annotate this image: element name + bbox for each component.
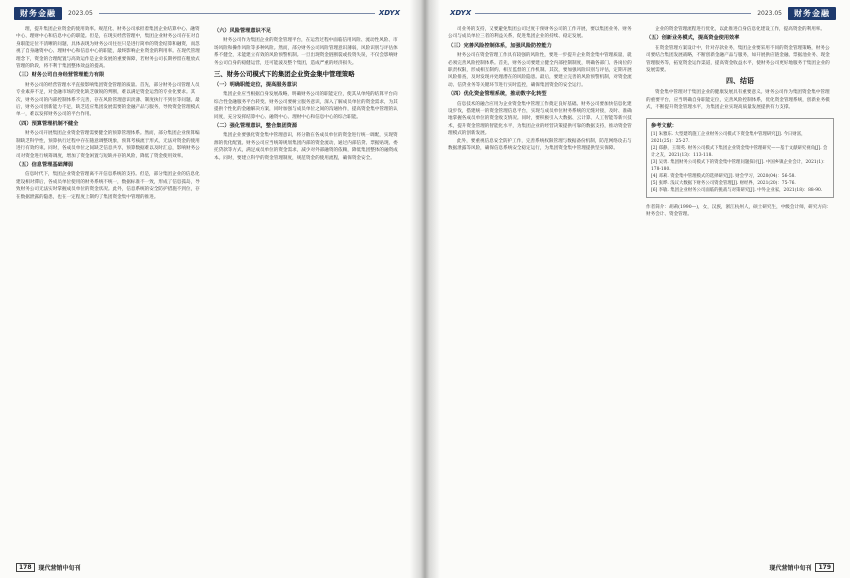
paragraph: 集团企业要强化资金集中管理意识，将分散在各成员单位的资金进行统一调配，实现资源的优化配置。财务公司应当统筹规划集团内部的资金流动，通过内部信贷、票据贴现、委托贷款等方式，满足成员单位的资金需求，减少对外部融资的依赖，降低集团整体的融资成本。同时，要建立科学的资金管理制度，规范资金的使用流程，确保资金安全。 [214, 133, 398, 161]
reference-item: [6] 李敏. 集团企业财务公司面临的挑战与对策研究[J]. 中外企业家，2021(18)：88-90. [651, 187, 823, 193]
reference-item: [1] 朱雅东. 大型建筑施工企业财务公司模式下资金集中管理研究[J]. 今日财富，2021(25)：25-27. [651, 131, 806, 144]
paragraph: 财务公司开展集团企业资金管理需要健全的预算管理体系。然而，部分集团企业预算编制缺乏科学性，预算执行过程中存在随意调整现象，预算考核流于形式，无法对资金的使用进行有效约束。同时，各成员单位之间缺乏信息共享，预算数据难以及时汇总，影响财务公司对资金进行统筹调度，增加了资金闲置与短缺并存的风险，降低了资金使用效率。 [16, 131, 200, 159]
paragraph: 信息时代下，集团企业资金管理离不开信息系统的支持。但是，部分集团企业的信息化建设相对滞后，各成员单位使用的财务系统不统一，数据标准不一致，形成了信息孤岛，导致财务公司无法实时掌握成员单位的资金状况。此外，信息系统的安全防护措施不到位，存在数据泄露的隐患，也在一定程度上制约了集团资金集中管理的推进。 [16, 172, 200, 200]
references-list [651, 131, 829, 194]
left-page-footer [16, 563, 81, 572]
subsection-heading: （五）创新业务模式，提高资金使用效率 [646, 35, 740, 42]
section-heading: 四、结语 [726, 77, 754, 86]
right-page-body [448, 26, 834, 556]
paragraph: 此外，要重视信息安全防护工作，完善系统权限管理与数据备份机制，防范网络攻击与数据泄露等风险，确保信息系统安全稳定运行，为集团资金集中管理提供坚实保障。 [448, 138, 632, 152]
reference-item: [2] 郑静，王瑞英. 财务公司模式下集团企业资金集中管理研究——基于文献研究视角[J]. 会计之友，2021(13)：113-118. [651, 145, 828, 158]
paragraph: 企业的资金管理流程进行优化，以此推进自身信息化建设工作，提高资金的利用率。 [655, 27, 825, 32]
reference-item: [5] 张晔. 浅议大数据下财务公司资金管理[J]. 财经界，2021(20)：75-76. [651, 180, 796, 186]
subsection-heading: （五）信息管理基础薄弱 [16, 161, 74, 168]
reference-item: [3] 吴勇. 集团财务公司模式下的资金集中管理问题探讨[J]. 中国乡镇企业会计，2021(1)：178-180. [651, 159, 828, 172]
page-number: 179 [815, 563, 834, 572]
left-column-2 [214, 26, 402, 556]
subsection-heading: （四）优化资金管理系统，推动数字化转型 [448, 91, 547, 98]
reference-item: [4] 邓莉. 资金集中管理模式的选择研究[J]. 财会学习，2020(04)：56-58. [651, 173, 796, 179]
header-rule [475, 13, 751, 14]
section-heading: 三、财务公司模式下的集团企业资金集中管理策略 [214, 70, 355, 79]
section-tag: 财务金融 [788, 7, 836, 20]
brand-label: XDYX [450, 9, 472, 17]
right-column-2 [646, 26, 834, 556]
paragraph: 财务公司作为集团企业的资金管理平台，在运营过程中面临信用风险、流动性风险、市场风险和操作风险等多种风险。然而，部分财务公司风险管理意识薄弱，风险识别与评估体系不健全，未能建立有效的风险预警机制。一旦出现资金链断裂或投资失误，不仅会影响财务公司自身的稳健运营，还可能波及整个集团，造成严重的经济损失。 [214, 38, 398, 66]
subsection-heading: （三）完善风险控制体系，加强风险防控能力 [448, 42, 552, 49]
page-number: 178 [16, 563, 35, 572]
subsection-heading: （六）风险管理意识不足 [214, 28, 272, 34]
right-page [432, 0, 850, 578]
left-page-body [16, 26, 402, 556]
subsection-heading: （三）财务公司自身经营管理能力有限 [16, 72, 105, 79]
subsection-heading: （四）预算管理机制不健全 [16, 120, 79, 127]
paragraph: 司业务的支持，又要避免集团公司过度干预财务公司的工作开展，要以集团业务、财务公司与成员单位三者的利益关系，促进集团企业的持续、稳定发展。 [448, 27, 632, 40]
paragraph: 信息技术的融合应用为企业资金集中管理工作奠定良好基础。财务公司要加快信息化建设步伐，搭建统一的资金管理信息平台，实现与成员单位财务系统的无缝对接，及时、准确地掌握各成员单位的资金收支情况。同时，要积极引入大数据、云计算、人工智能等新兴技术，提升资金管理的智能化水平，为集团企业的经营决策提供可靠的数据支持，推动资金管理模式的创新发展。 [448, 101, 632, 137]
left-page [0, 0, 418, 578]
author-bio: 作者简介：胡莉(1990—)，女，汉族，浙江杭州人，硕士研究生，中级会计师，研究方向：财务会计、资金管理。 [646, 204, 832, 218]
brand-label: XDYX [378, 9, 400, 17]
issue-label: 2023.05 [68, 9, 93, 17]
references-box [646, 118, 834, 198]
subsection-heading: （一）明确职能定位，提高服务意识 [214, 82, 298, 89]
left-column-1 [16, 26, 204, 556]
paragraph: 集团企业应当根据自身发展战略，明确财务公司的职能定位，使其从单纯的结算平台向综合性金融服务平台转变。财务公司要树立服务意识，深入了解成员单位的资金需求，为其提供个性化的金融解决方案，同时加强与成员单位之间的沟通协作，提高资金集中管理的认同度，充分发挥结算中心、融资中心、理财中心和信息中心的综合职能。 [214, 92, 398, 120]
paragraph: 财务公司的经营管理水平直接影响集团资金管理的质量。首先，部分财务公司管理人员专业素养不足，对金融市场的变化缺乏敏锐的判断，难以满足资金运营的专业化要求。其次，财务公司的内部控制体系不完善，存在风险管理意识淡薄、制度执行不到位等问题。最后，财务公司创新能力不足，缺乏适应集团发展需要的金融产品与服务，导致资金管理模式单一，难以发挥财务公司的平台作用。 [16, 82, 200, 118]
paragraph: 资金集中管理对于集团企业的健康发展具有重要意义。财务公司作为集团资金集中管理的重要平台，应当明确自身职能定位，完善风险控制体系，优化资金管理系统，创新业务模式，不断提升资金管理水平，为集团企业实现高质量发展提供有力支撑。 [646, 90, 830, 111]
paragraph: 财务公司在资金管理工作具有较强的风险性，要进一步提升企业资金集中管理质量，就必须完善风险控制体系。首先，财务公司要建立健全内部控制制度，明确各部门、各岗位的职责权限，形成相互制约、相互监督的工作机制。其次，要加强风险识别与评估，定期开展风险排查，及时发现并处理潜在的风险隐患。最后，要建立完善的风险预警机制，对资金流动、信贷业务等关键环节进行实时监控，确保集团资金的安全运行。 [448, 53, 632, 88]
right-column-1 [448, 26, 636, 556]
right-page-footer [769, 563, 834, 572]
issue-label: 2023.05 [757, 9, 782, 17]
header-rule [99, 13, 375, 14]
section-tag: 财务金融 [14, 7, 62, 20]
journal-name: 现代营销中旬刊 [38, 565, 81, 572]
right-column-2-text [646, 26, 834, 112]
subsection-heading: （二）强化管理意识，整合集团资源 [214, 123, 298, 130]
right-page-header [446, 6, 836, 20]
references-title: 参考文献： [651, 122, 677, 129]
book-gutter [410, 0, 440, 578]
left-page-header [14, 6, 404, 20]
paragraph: 在资金管理方案设计中，针对存款业务，集团企业要采用不同的资金管理策略，财务公司要结合集团发展战略，不断创新金融产品与服务，如开展供应链金融、票据池业务、现金管理服务等，拓宽资金运作渠道，提高资金收益水平，使财务公司更好地服务于集团企业的发展需要。 [646, 45, 830, 74]
paragraph: 理，提升集团企业资金的使用效率。规范化、财务公司承担着集团企业结算中心、融资中心、理财中心和信息中心的职能。但是，在现实经营管理中，集团企业财务公司存在对自身职能定位不清晰的问题，具体表现为财务公司往往只是进行简单的资金结算和融资，而忽视了自身融资中心、理财中心和信息中心的职能，最终影响企业资金的利用率。在现代管理理念下，资金的合理配置与高效运作是企业发展的重要保障，若财务公司长期停留在粗放式管理的阶段，将不利于集团整体效益的提高。 [16, 27, 200, 70]
journal-name: 现代营销中旬刊 [769, 565, 812, 572]
